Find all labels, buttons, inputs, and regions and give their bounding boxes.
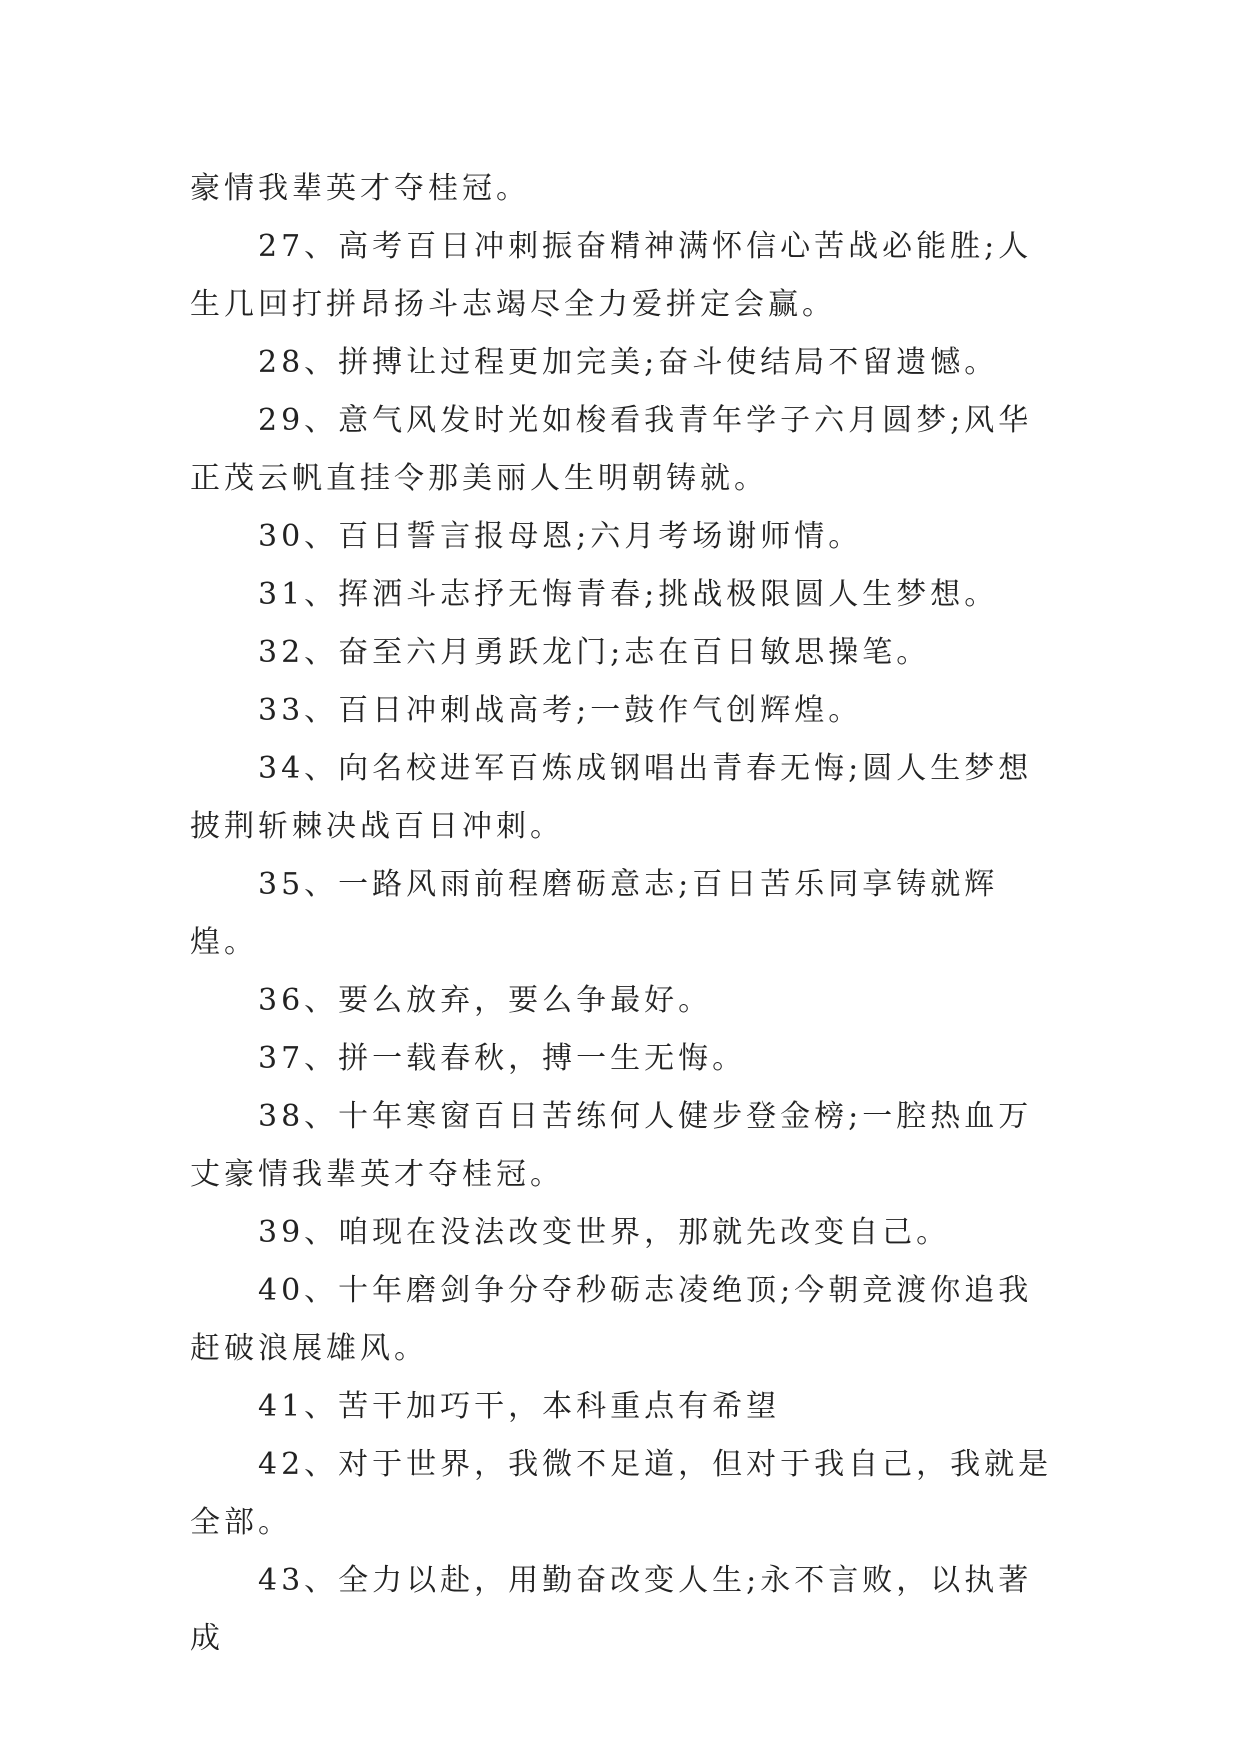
paragraph-31: 31、挥洒斗志抒无悔青春;挑战极限圆人生梦想。 bbox=[258, 577, 999, 612]
paragraph-39: 39、咱现在没法改变世界，那就先改变自己。 bbox=[258, 1215, 951, 1250]
paragraph-continuation: 豪情我辈英才夺桂冠。 bbox=[190, 171, 530, 206]
paragraph-35: 35、一路风雨前程磨砺意志;百日苦乐同享铸就辉煌。 bbox=[190, 867, 999, 960]
paragraph-33: 33、百日冲刺战高考;一鼓作气创辉煌。 bbox=[258, 693, 863, 728]
paragraph-32: 32、奋至六月勇跃龙门;志在百日敏思操笔。 bbox=[258, 635, 931, 670]
paragraph-28: 28、拼搏让过程更加完美;奋斗使结局不留遗憾。 bbox=[258, 345, 999, 380]
paragraph-30: 30、百日誓言报母恩;六月考场谢师情。 bbox=[258, 519, 863, 554]
paragraph-34: 34、向名校进军百炼成钢唱出青春无悔;圆人生梦想披荆斩棘决战百日冲刺。 bbox=[190, 751, 1033, 844]
paragraph-37: 37、拼一载春秋，搏一生无悔。 bbox=[258, 1041, 747, 1076]
paragraph-38: 38、十年寒窗百日苦练何人健步登金榜;一腔热血万丈豪情我辈英才夺桂冠。 bbox=[190, 1099, 1033, 1192]
paragraph-27: 27、高考百日冲刺振奋精神满怀信心苦战必能胜;人生几回打拼昂扬斗志竭尽全力爱拼定会赢。 bbox=[190, 229, 1033, 322]
document-body bbox=[190, 160, 1060, 1668]
paragraph-36: 36、要么放弃，要么争最好。 bbox=[258, 983, 713, 1018]
paragraph-43: 43、全力以赴，用勤奋改变人生;永不言败，以执著成 bbox=[190, 1563, 1033, 1656]
paragraph-29: 29、意气风发时光如梭看我青年学子六月圆梦;风华正茂云帆直挂令那美丽人生明朝铸就。 bbox=[190, 403, 1033, 496]
paragraph-42: 42、对于世界，我微不足道，但对于我自己，我就是全部。 bbox=[190, 1447, 1053, 1540]
paragraph-41: 41、苦干加巧干，本科重点有希望 bbox=[258, 1389, 781, 1424]
paragraph-40: 40、十年磨剑争分夺秒砺志凌绝顶;今朝竞渡你追我赶破浪展雄风。 bbox=[190, 1273, 1033, 1366]
